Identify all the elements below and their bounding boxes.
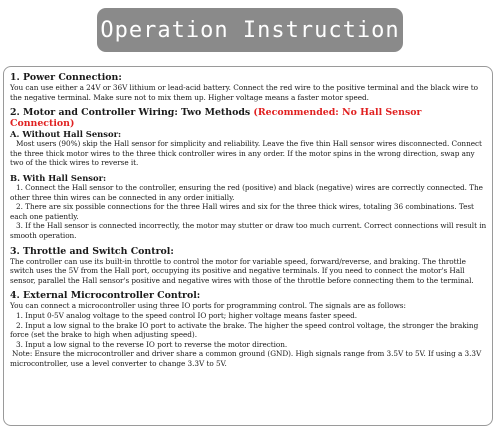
- mcu-intro: You can connect a microcontroller using three IO ports for programming control. The signals are as follows:: [10, 301, 406, 311]
- header-area: [0, 0, 500, 60]
- title-banner: [97, 8, 403, 52]
- power-heading: 1. Power Connection:: [10, 72, 122, 83]
- without-hall-body: Most users (90%) skip the Hall sensor for simplicity and reliability. Leave the five thin Hall sensor wires disconnected. Connect the three thick motor wires to the three thick controller wires in any order. If the motor spins in the wrong direction, swap any two of the thick wires to reverse it.: [10, 139, 482, 168]
- wiring-heading: [10, 107, 487, 129]
- without-hall-heading: A. Without Hall Sensor:: [10, 129, 122, 140]
- with-hall-heading: B. With Hall Sensor:: [10, 172, 107, 183]
- throttle-heading: 3. Throttle and Switch Control:: [10, 245, 174, 257]
- mcu-note: Note: Ensure the microcontroller and driver share a common ground (GND). High signals range from 3.5V to 5V. If using a 3.3V microcontroller, use a level converter to change 3.3V to 5V.: [10, 349, 482, 368]
- with-hall-item: 3. If the Hall sensor is connected incorrectly, the motor may stutter or draw too much current. Correct connections will result in smooth operation.: [10, 221, 487, 240]
- mcu-heading: 4. External Microcontroller Control:: [10, 290, 201, 302]
- power-body: You can use either a 24V or 36V lithium or lead-acid battery. Connect the red wire to the positive terminal and the black wire to the negative terminal. Make sure not to mix them up. Higher voltage means a faster motor speed.: [10, 83, 478, 102]
- throttle-body: The controller can use its built-in throttle to control the motor for variable speed, forward/reverse, and braking. The throttle switch uses the 5V from the Hall port, occupying its positive and negative terminals. If you need to connect the motor's Hall sensor, parallel the Hall sensor's positive and negative wires with those of the throttle before connecting them to the terminal.: [10, 256, 474, 285]
- with-hall-item: 1. Connect the Hall sensor to the controller, ensuring the red (positive) and black (negative) wires are correctly connected. The other three thin wires can be connected in any order initially.: [10, 182, 483, 202]
- wiring-heading-text: 2. Motor and Controller Wiring: Two Methods: [10, 107, 251, 119]
- wiring-recommendation: (Recommended: No Hall Sensor Connection): [10, 107, 422, 130]
- mcu-item: 3. Input a low signal to the reverse IO port to reverse the motor direction.: [16, 339, 288, 349]
- with-hall-item: 2. There are six possible connections for the three Hall wires and six for the three thick wires, totaling 36 combinations. Test each one patiently.: [10, 202, 474, 221]
- instruction-panel: [3, 66, 493, 426]
- page-title: Operation Instruction: [100, 17, 400, 43]
- mcu-item: 1. Input 0-5V analog voltage to the speed control IO port; higher voltage means faster speed.: [16, 310, 358, 320]
- mcu-item: 2. Input a low signal to the brake IO port to activate the brake. The higher the speed control voltage, the stronger the braking force (set the brake to high when adjusting speed).: [10, 320, 479, 340]
